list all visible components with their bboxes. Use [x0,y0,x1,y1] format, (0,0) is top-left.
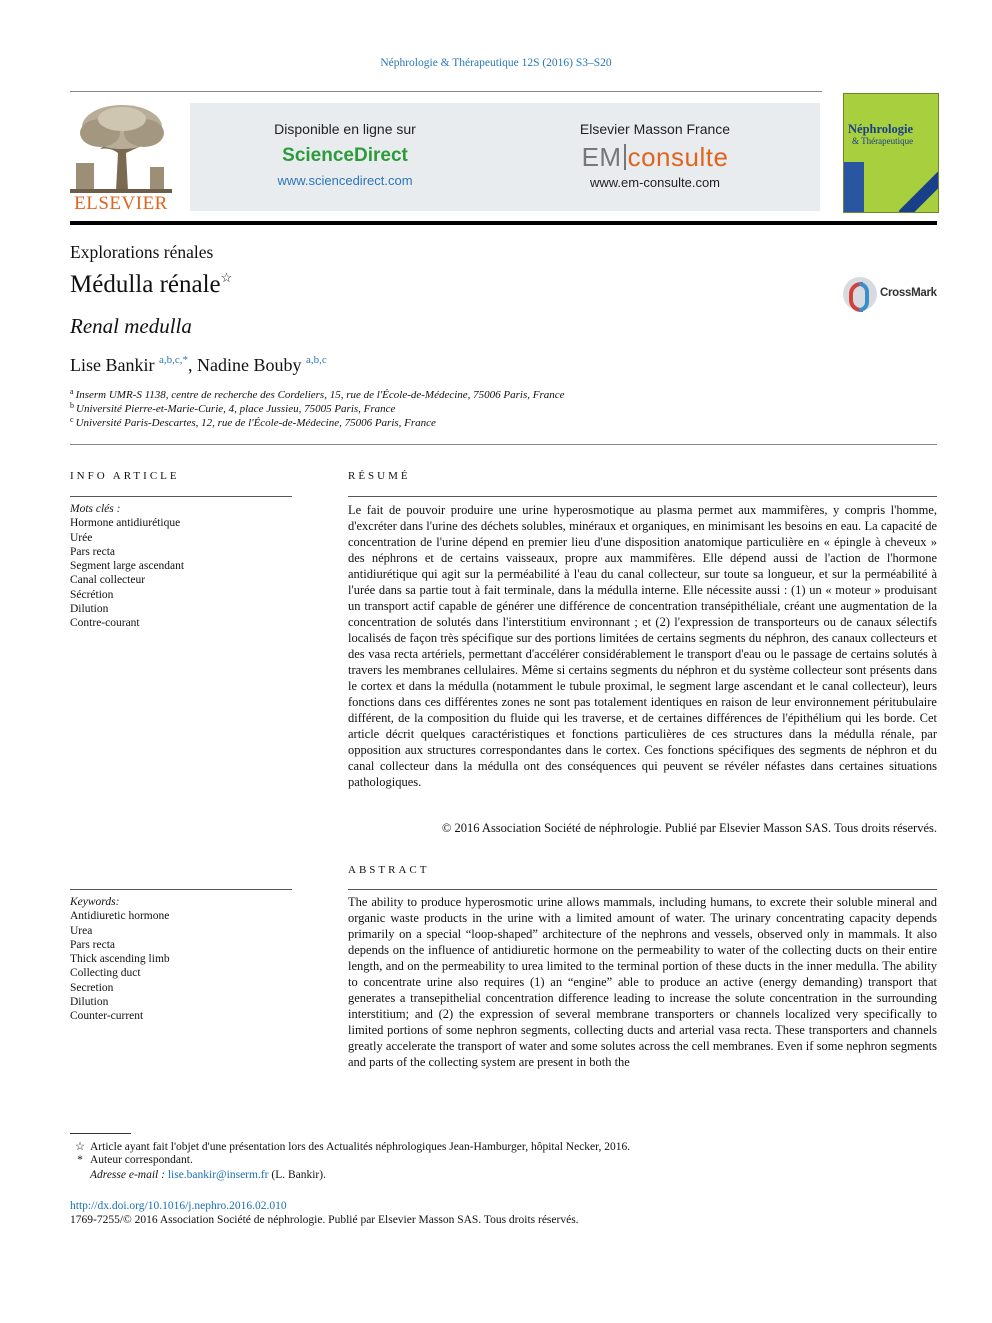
keywords-block [70,895,290,1024]
affiliation-c [70,415,436,429]
crossmark-badge[interactable] [843,277,943,313]
sciencedirect-block [230,121,460,188]
affiliation-text: Université Pierre-et-Marie-Curie, 4, place Jussieu, 75005 Paris, France [76,403,396,415]
article-title-english: Renal medulla [70,314,192,338]
emconsulte-em: EM [581,142,622,172]
author-name[interactable]: Nadine Bouby [197,355,302,375]
author-affiliation-marks[interactable]: a,b,c [305,354,327,366]
affiliation-mark: b [70,401,74,410]
keyword-fr: Dilution [70,603,109,616]
available-online-label: Disponible en ligne sur [274,121,416,137]
resume-heading: RÉSUMÉ [348,470,411,482]
cover-ribbon [899,169,939,213]
footnote-rule [70,1133,131,1134]
affiliation-mark: c [70,415,74,424]
emconsulte-separator [624,144,626,170]
keyword-en: Secretion [70,981,114,994]
affiliation-text: Université Paris-Descartes, 12, rue de l'École-de-Médecine, 75006 Paris, France [75,417,436,429]
keyword-fr: Urée [70,531,93,544]
availability-banner [190,103,820,211]
crossmark-label: CrossMark [880,287,937,299]
keyword-en: Pars recta [70,938,116,951]
keyword-fr: Hormone antidiurétique [70,517,181,530]
author-affiliation-marks[interactable]: a,b,c,* [158,354,188,366]
article-title [70,270,232,299]
footnote-mark: ☆ [74,1141,86,1153]
abstract-text: The ability to produce hyperosmotic urine allows mammals, including humans, to excrete their soluble mineral and organic waste products in the urine with a limited amount of water. The urinary concentrating capacity depends primarily on a special “loop-shaped” architecture of the nephrons and vessels, observed only in mammals. It also depends on the influence of antidiuretic hormone on the permeability to water of the collecting ducts on their entire length, and on the permeability to urea limited to the terminal portion of these ducts in the inner medulla. The ability to concentrate urine also requires (1) an “engine” able to produce an active (energy demanding) transport that generates a transepithelial concentration difference leading to increase the solute concentration in the surrounding interstitium; and (2) the expression of several membrane transporters or channels localized very specifically to limited portions of some nephron segments, collecting ducts and arterial vasa recta. These transporters and channels greatly accelerate the transport of water and some solutes across the cell membranes. Even if some nephron segments and parts of the collecting system are present in both the [348,895,937,1069]
journal-reference[interactable]: Néphrologie & Thérapeutique 12S (2016) S3–S20 [380,57,612,69]
email-owner: (L. Bankir). [271,1169,326,1181]
article-title-text: Médulla rénale [70,271,221,298]
keyword-en: Collecting duct [70,967,141,980]
header-thick-rule [70,221,937,225]
footnote-text: Auteur correspondant. [90,1154,193,1166]
publisher-label: Elsevier Masson France [579,121,731,137]
abstract-rule [348,889,937,890]
sciencedirect-link[interactable]: www.sciencedirect.com [277,173,413,188]
mots-cles-title: Mots clés : [70,503,121,515]
title-note-mark[interactable]: ☆ [220,270,233,285]
journal-cover-thumbnail[interactable] [843,93,939,213]
crossmark-icon [843,277,877,311]
author-list [70,354,327,376]
emconsulte-consulte: consulte [627,142,729,172]
section-label: Explorations rénales [70,242,214,262]
keyword-fr: Contre-courant [70,617,140,630]
keyword-en: Urea [70,924,93,937]
keywords-title: Keywords: [70,896,120,908]
affiliation-b [70,401,395,415]
keyword-en: Antidiuretic hormone [70,910,170,923]
doi-link[interactable]: http://dx.doi.org/10.1016/j.nephro.2016.02.010 [70,1200,287,1212]
footnote-title-note [70,1139,630,1153]
emconsulte-link[interactable]: www.em-consulte.com [589,175,721,190]
emconsulte-block [520,121,790,190]
affiliation-divider [70,444,937,445]
header-divider [70,91,822,92]
affiliation-mark: a [70,387,74,396]
keyword-fr: Sécrétion [70,588,114,601]
cover-band [844,162,864,212]
keyword-fr: Pars recta [70,545,116,558]
keyword-en: Counter-current [70,1010,144,1023]
elsevier-wordmark: ELSEVIER [74,193,168,214]
footnote-mark: * [77,1154,83,1166]
resume-copyright: © 2016 Association Société de néphrologie. Publié par Elsevier Masson SAS. Tous droits réservés. [441,821,937,835]
footnote-email [70,1169,326,1181]
elsevier-logo [70,103,172,214]
keyword-fr: Canal collecteur [70,574,146,587]
elsevier-tree-icon [70,103,172,193]
affiliation-text: Inserm UMR-S 1138, centre de recherche des Cordeliers, 15, rue de l'École-de-Médecine, 75006 Paris, France [75,389,565,401]
abstract-heading: ABSTRACT [348,864,430,876]
doi-line [70,1200,287,1212]
email-label: Adresse e-mail : [90,1169,165,1181]
keyword-en: Dilution [70,996,109,1009]
affiliation-a [70,387,565,401]
author-separator: , [188,355,193,375]
cover-subtitle: & Thérapeutique [852,136,914,146]
issn-line: 1769-7255/© 2016 Association Société de néphrologie. Publié par Elsevier Masson SAS. Tous droits réservés. [70,1214,579,1226]
sciencedirect-logo[interactable]: ScienceDirect [282,145,408,166]
emconsulte-logo[interactable] [520,142,790,173]
footnote-corresponding [70,1154,193,1166]
resume-text: Le fait de pouvoir produire une urine hyperosmotique au plasma permet aux mammifères, y compris l'homme, d'excréter dans l'urine des déchets solubles, minéraux et organiques, en minimisant les besoins en eau. La capacité de concentration de l'urine dépend en premier lieu d'une disposition anatomique particulière en « épingle à cheveux » des néphrons et de certains vaisseaux, propre aux mammifères. Elle dépend aussi de l'action de l'hormone antidiurétique qui agit sur la perméabilité à l'eau du canal collecteur, sur toute sa longueur, et sur la perméabilité à l'urée dans sa partie tout à fait terminale, dans la médulla interne. Elle nécessite aussi : (1) un « moteur » produisant un transport actif capable de générer une différence de concentration transépithéliale, créant une augmentation de la concentration de solutés dans l'interstitium environnant ; et (2) l'expression de transporteurs ou de canaux sélectifs localisés de façon très spécifique sur des portions limitées de certains segments du néphron, des canaux collecteurs et des vasa recta artériels, permettant d'accélérer considérablement le transport d'eau ou le passage de certains solutés à travers les membranes cellulaires. Même si certains segments du néphron et du système collecteur sont présents dans le cortex et dans la médulla (notamment le tubule proximal, le segment large ascendant et le canal collecteur), leurs fonctions dans ces différentes zones ne sont pas totalement identiques en raison de leur environnement péritubulaire différent, de la composition du fluide qui les traverse, et de certaines différences de l'épithélium qui les borde. Cet article décrit quelques caractéristiques et fonctions particulières de ces structures dans la médulla rénale, par opposition aux structures correspondantes dans le cortex. Ces fonctions spécifiques des segments de néphron et du canal collecteur dans la médulla ont des conséquences qui peuvent se révéler néfastes dans certaines situations pathologiques. [348,503,937,789]
mots-cles-block [70,502,290,631]
keywords-rule [70,889,292,890]
resume-rule [348,496,937,497]
info-article-heading: INFO ARTICLE [70,470,180,482]
info-rule [70,496,292,497]
keyword-en: Thick ascending limb [70,953,170,966]
keyword-fr: Segment large ascendant [70,560,185,573]
author-name[interactable]: Lise Bankir [70,355,155,375]
email-link[interactable]: lise.bankir@inserm.fr [167,1169,269,1181]
footnote-text: Article ayant fait l'objet d'une présentation lors des Actualités néphrologiques Jean-Hamburger, hôpital Necker, 2016. [90,1141,631,1153]
cover-title: Néphrologie [848,122,914,136]
